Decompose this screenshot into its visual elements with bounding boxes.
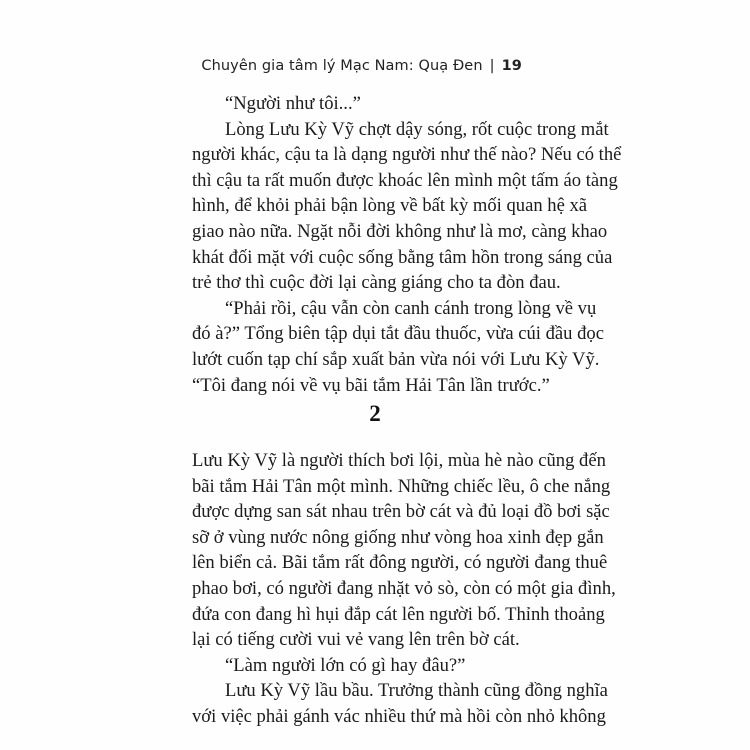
text-line: hình, để khỏi phải bận lòng về bất kỳ mối quan hệ xã (192, 195, 588, 216)
text-line: trẻ thơ thì cuộc đời lại càng giáng cho ta đòn đau. (192, 272, 561, 293)
text-line: “Người như tôi...” (225, 93, 361, 114)
text-line: đó à?” Tổng biên tập dụi tắt đầu thuốc, vừa cúi đầu đọc (192, 323, 604, 344)
text-line: lại có tiếng cười vui vẻ vang lên trên bờ cát. (192, 629, 520, 650)
text-line: thì cậu ta rất muốn được khoác lên mình một tấm áo tàng (192, 170, 618, 191)
text-line: Lưu Kỳ Vỹ lầu bầu. Trưởng thành cũng đồng nghĩa (225, 680, 608, 701)
text-line: lướt cuốn tạp chí sắp xuất bản vừa nói với Lưu Kỳ Vỹ. (192, 349, 600, 370)
text-line: lên biển cả. Bãi tắm rất đông người, có người đang thuê (192, 552, 608, 573)
running-header (0, 58, 522, 74)
text-line: “Tôi đang nói về vụ bãi tắm Hải Tân lần trước.” (192, 375, 550, 396)
text-line: bãi tắm Hải Tân một mình. Những chiếc lều, ô che nắng (192, 476, 611, 497)
text-line: với việc phải gánh vác nhiều thứ mà hồi còn nhỏ không (192, 706, 606, 727)
text-line: đứa con đang hì hụi đắp cát lên người bố. Thỉnh thoảng (192, 604, 605, 625)
text-line: Lưu Kỳ Vỹ là người thích bơi lội, mùa hè nào cũng đến (192, 450, 606, 471)
text-line: giao nào nữa. Ngặt nỗi đời không như là mơ, càng khao (192, 221, 608, 242)
text-line: được dựng san sát nhau trên bờ cát và đủ loại đồ bơi sặc (192, 501, 610, 522)
header-separator: | (489, 58, 495, 74)
book-title: Chuyên gia tâm lý Mạc Nam: Quạ Đen (201, 58, 483, 74)
text-line: khát đối mặt với cuộc sống bằng tâm hồn trong sáng của (192, 247, 613, 268)
chapter-number: 2 (369, 401, 381, 426)
text-line: người khác, cậu ta là dạng người như thế nào? Nếu có thể (192, 144, 622, 165)
text-line: “Làm người lớn có gì hay đâu?” (225, 655, 466, 676)
page-number: 19 (501, 58, 522, 74)
text-line: sỡ ở vùng nước nông giống như vòng hoa xinh đẹp gắn (192, 527, 604, 548)
text-line: phao bơi, có người đang nhặt vỏ sò, còn có một gia đình, (192, 578, 616, 599)
text-line: “Phải rồi, cậu vẫn còn canh cánh trong lòng về vụ (225, 298, 597, 319)
text-line: Lòng Lưu Kỳ Vỹ chợt dậy sóng, rốt cuộc trong mắt (225, 119, 609, 140)
